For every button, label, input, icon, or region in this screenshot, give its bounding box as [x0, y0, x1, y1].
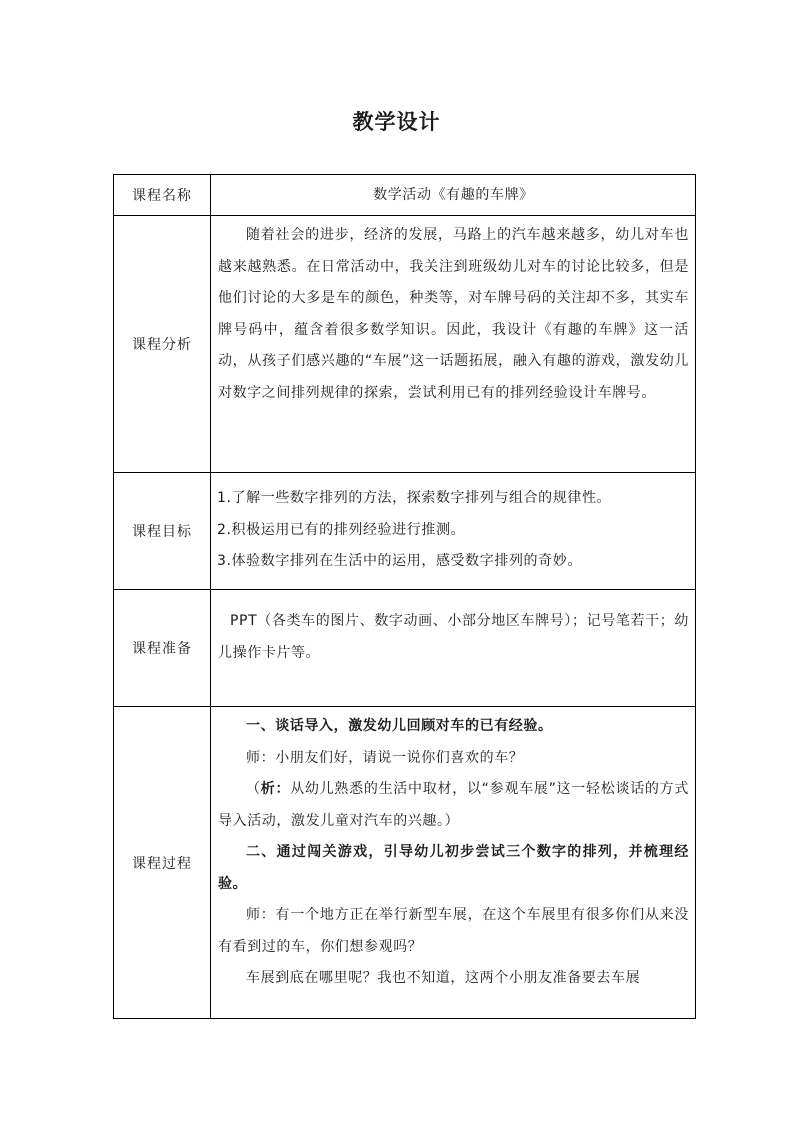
process-paragraph: 师：小朋友们好，请说一说你们喜欢的车？: [246, 749, 524, 766]
course-name-value: 数学活动《有趣的车牌》: [373, 187, 534, 203]
process-paragraph: 车展到底在哪里呢？我也不知道，这两个小朋友准备要去车展: [246, 970, 641, 986]
course-prep-label: 课程准备: [114, 590, 211, 707]
course-analysis-text: 随着社会的进步，经济的发展，马路上的汽车越来越多，幼儿对车也越来越熟悉。在日常活动中，我关注到班级幼儿对车的讨论比较多，但是他们讨论的大多是车的颜色，种类等，对车牌号码的关注却不多，其实车牌号码中，蕴含着很多数学知识。因此，我设计《有趣的车牌》这一活动，从孩子们感兴趣的“车展”这一话题拓展，融入有趣的游戏，激发幼儿对数字之间排列规律的探索，尝试利用已有的排列经验设计车牌号。: [218, 227, 689, 401]
course-process-cell: [211, 707, 696, 1019]
row-course-analysis: [114, 216, 696, 473]
note-label: 析：: [260, 781, 291, 797]
row-course-process: [114, 707, 696, 1019]
course-name-cell: [211, 175, 696, 216]
row-course-prep: [114, 590, 696, 707]
goal-item: 2.积极运用已有的排列经验进行推测。: [217, 521, 466, 538]
course-goals-cell: [211, 473, 696, 590]
process-paragraph: 师：有一个地方正在举行新型车展，在这个车展里有很多你们从来没有看到过的车，你们想参观吗？: [218, 907, 689, 955]
goal-item: 3.体验数字排列在生活中的运用，感受数字排列的奇妙。: [217, 553, 582, 569]
page-title: 教学设计: [352, 110, 441, 134]
course-analysis-label: 课程分析: [114, 216, 211, 473]
course-prep-text: PPT（各类车的图片、数字动画、小部分地区车牌号）；记号笔若干；幼儿操作卡片等。: [218, 613, 689, 661]
row-course-name: [114, 175, 696, 216]
note-open-paren: （: [246, 781, 261, 797]
process-heading-1: 一、谈话导入，激发幼儿回顾对车的已有经验。: [246, 718, 553, 734]
lesson-plan-table: [113, 174, 696, 1019]
course-process-label: 课程过程: [114, 707, 211, 1019]
note-text: 从幼儿熟悉的生活中取材，以“参观车展”这一轻松谈话的方式导入活动，激发儿童对汽车的兴趣。）: [218, 781, 689, 829]
course-name-label: 课程名称: [114, 175, 211, 216]
goal-item: 1.了解一些数字排列的方法，探索数字排列与组合的规律性。: [217, 490, 612, 506]
course-prep-cell: [211, 590, 696, 707]
process-heading-2: 二、通过闯关游戏，引导幼儿初步尝试三个数字的排列，并梳理经验。: [218, 844, 689, 892]
process-analysis-note: [211, 774, 695, 837]
course-analysis-cell: [211, 216, 696, 473]
course-goals-label: 课程目标: [114, 473, 211, 590]
row-course-goals: [114, 473, 696, 590]
